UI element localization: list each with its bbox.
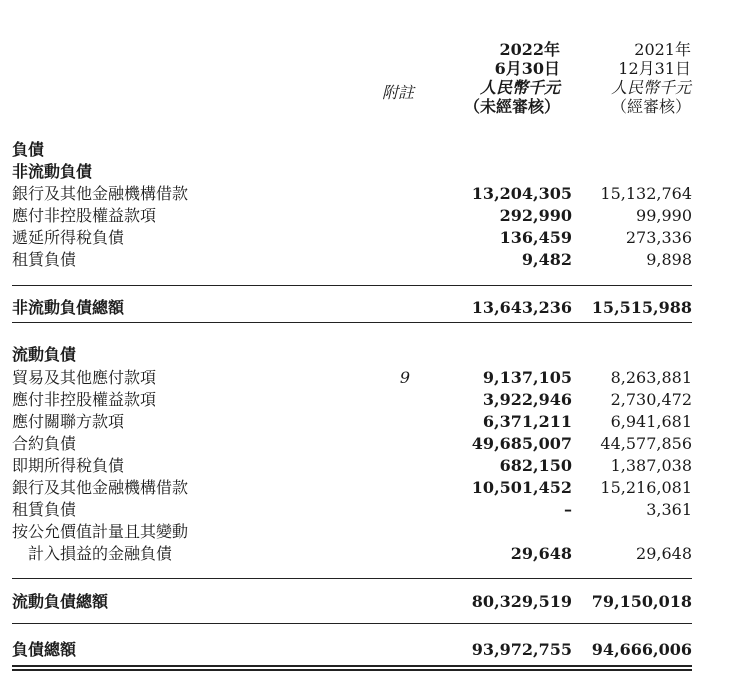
prior-value: 79,150,018 [591, 592, 692, 611]
note-reference: 9 [399, 368, 411, 387]
row-label: 貿易及其他應付款項 [12, 368, 157, 387]
prior-value: 29,648 [636, 544, 692, 563]
row-label: 負債總額 [12, 640, 77, 659]
prior-audit-status: （經審核） [610, 97, 691, 116]
current-audit-status: （未經審核） [463, 97, 560, 116]
prior-year: 2021年 [634, 40, 691, 59]
current-value: 29,648 [510, 544, 572, 563]
row-label: 流動負債 [12, 345, 77, 364]
prior-value: 15,132,764 [600, 184, 692, 203]
row-label: 非流動負債 [12, 162, 93, 181]
table-row [12, 297, 692, 319]
current-value: 3,922,946 [482, 390, 572, 409]
row-label: 銀行及其他金融機構借款 [12, 184, 189, 203]
prior-value: 2,730,472 [610, 390, 692, 409]
current-year: 2022年 [499, 40, 560, 59]
table-row [12, 543, 692, 565]
prior-value: 6,941,681 [610, 412, 692, 431]
table-row [12, 521, 692, 543]
table-row [12, 367, 692, 389]
row-label: 遞延所得稅負債 [12, 228, 125, 247]
current-value: 13,204,305 [471, 184, 572, 203]
table-row [12, 433, 692, 455]
row-label: 負債 [12, 140, 45, 159]
prior-value: 9,898 [646, 250, 692, 269]
current-value: 80,329,519 [471, 592, 572, 611]
prior-value: 15,515,988 [591, 298, 692, 317]
table-row [12, 411, 692, 433]
prior-value: 3,361 [646, 500, 692, 519]
current-value: – [564, 500, 572, 519]
double-underline-top [12, 665, 692, 667]
row-label: 租賃負債 [12, 500, 77, 519]
row-label: 流動負債總額 [12, 592, 109, 611]
divider-line [12, 322, 692, 323]
table-row [12, 477, 692, 499]
table-row [12, 591, 692, 613]
table-row [12, 183, 692, 205]
current-period-header [440, 40, 560, 116]
table-row [12, 499, 692, 521]
prior-value: 15,216,081 [600, 478, 692, 497]
current-value: 682,150 [499, 456, 572, 475]
table-row [12, 139, 692, 161]
current-value: 9,137,105 [482, 368, 572, 387]
current-currency: 人民幣千元 [479, 78, 560, 97]
double-underline-bottom [12, 669, 692, 671]
prior-value: 44,577,856 [600, 434, 692, 453]
current-value: 93,972,755 [471, 640, 572, 659]
table-row [12, 639, 692, 661]
row-label: 租賃負債 [12, 250, 77, 269]
table-row [12, 227, 692, 249]
current-value: 292,990 [499, 206, 572, 225]
row-label: 銀行及其他金融機構借款 [12, 478, 189, 497]
row-label: 非流動負債總額 [12, 298, 125, 317]
prior-value: 99,990 [636, 206, 692, 225]
prior-value: 273,336 [625, 228, 692, 247]
prior-value: 8,263,881 [610, 368, 692, 387]
note-column-header: 附註 [381, 83, 414, 102]
current-value: 49,685,007 [471, 434, 572, 453]
divider-line [12, 578, 692, 579]
prior-period-header [570, 40, 691, 116]
current-value: 13,643,236 [471, 298, 572, 317]
row-label: 應付非控股權益款項 [12, 206, 157, 225]
prior-date: 12月31日 [618, 59, 691, 78]
prior-value: 1,387,038 [610, 456, 692, 475]
divider-line [12, 285, 692, 286]
current-value: 6,371,211 [482, 412, 572, 431]
prior-currency: 人民幣千元 [610, 78, 691, 97]
divider-line [12, 623, 692, 624]
row-label: 應付非控股權益款項 [12, 390, 157, 409]
current-value: 136,459 [499, 228, 572, 247]
table-row [12, 389, 692, 411]
current-value: 9,482 [521, 250, 572, 269]
row-label: 應付關聯方款項 [12, 412, 125, 431]
row-label: 計入損益的金融負債 [12, 544, 173, 563]
prior-value: 94,666,006 [591, 640, 692, 659]
current-date: 6月30日 [494, 59, 560, 78]
table-row [12, 205, 692, 227]
row-label: 合約負債 [12, 434, 77, 453]
table-row [12, 161, 692, 183]
table-row [12, 249, 692, 271]
current-value: 10,501,452 [471, 478, 572, 497]
row-label: 按公允價值計量且其變動 [12, 522, 189, 541]
row-label: 即期所得稅負債 [12, 456, 125, 475]
table-row [12, 455, 692, 477]
table-row [12, 344, 692, 366]
